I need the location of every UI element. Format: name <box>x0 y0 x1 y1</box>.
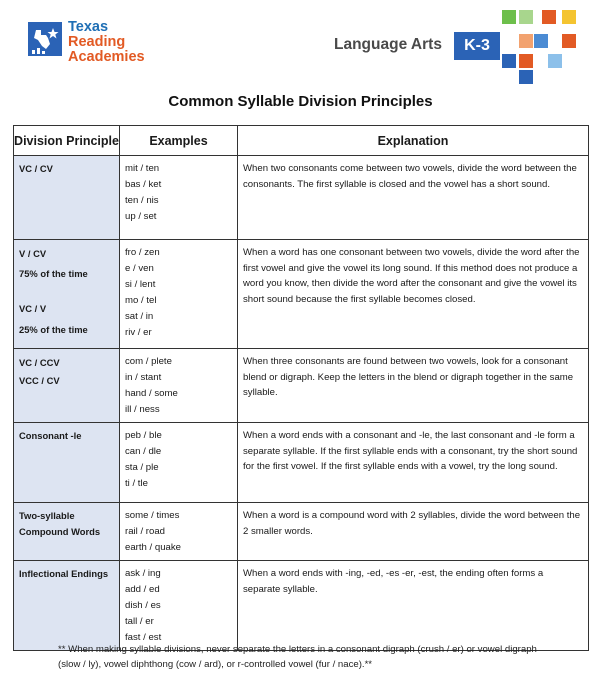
principle-cell <box>14 349 120 423</box>
example-word: sta / ple <box>125 462 159 473</box>
example-word: sat / in <box>125 311 154 322</box>
texas-flag-icon <box>28 22 62 56</box>
table-header-row <box>14 126 589 156</box>
explanation-cell: When a word ends with -ing, -ed, -es -er, -est, the ending often forms a separate syllable. <box>238 561 589 651</box>
decorative-square <box>519 70 533 84</box>
decorative-square <box>542 10 556 24</box>
examples-cell <box>120 240 238 349</box>
decorative-square <box>548 54 562 68</box>
grade-badge: K-3 <box>454 32 500 60</box>
example-word: bas / ket <box>125 179 162 190</box>
explanation-cell: When a word has one consonant between two vowels, divide the word after the first vowel and give the vowel its long sound. If this method does not produce a word you know, then divide the word after the consonant and give the vowel its short sound because the first syllable becomes closed. <box>238 240 589 349</box>
example-word: rail / road <box>125 526 165 537</box>
column-header-explanation: Explanation <box>238 126 589 156</box>
explanation-cell: When a word ends with a consonant and -le, the last consonant and -le form a separate syllable. If the first syllable ends with a consonant, try the short sound for the first vowel. If the first syllable ends with a vowel, try the long sound. <box>238 423 589 503</box>
principle-cell <box>14 240 120 349</box>
principle-label: VCC / CV <box>19 375 60 386</box>
table-row <box>14 349 589 423</box>
column-header-division-principle: Division Principle <box>14 126 120 156</box>
principle-note: 25% of the time <box>19 324 88 335</box>
example-word: mo / tel <box>125 295 157 306</box>
example-word: up / set <box>125 211 157 222</box>
example-word: ten / nis <box>125 195 159 206</box>
example-word: fro / zen <box>125 247 160 258</box>
explanation-cell: When three consonants are found between two vowels, look for a consonant blend or digraph. Keep the letters in the blend or digraph together in the same syllable. <box>238 349 589 423</box>
principle-label: Two-syllable <box>19 510 75 521</box>
decorative-square <box>502 10 516 24</box>
example-word: peb / ble <box>125 430 162 441</box>
decorative-square <box>519 54 533 68</box>
examples-cell <box>120 503 238 561</box>
page-title: Common Syllable Division Principles <box>168 93 433 110</box>
example-word: ask / ing <box>125 568 161 579</box>
examples-cell <box>120 561 238 651</box>
table-row <box>14 503 589 561</box>
example-word: mit / ten <box>125 163 160 174</box>
example-word: fast / est <box>125 632 162 643</box>
example-word: riv / er <box>125 327 152 338</box>
decorative-square <box>519 34 533 48</box>
example-word: si / lent <box>125 279 156 290</box>
footnote: ** When making syllable divisions, never separate the letters in a consonant digraph (crush / er) or vowel digraph (slow / ly), vowel diphthong (cow / ard), or r-controlled vowel (fur / nace).** <box>58 644 537 670</box>
principle-cell <box>14 561 120 651</box>
principle-label: Compound Words <box>19 526 101 537</box>
example-word: hand / some <box>125 388 178 399</box>
table-row <box>14 156 589 240</box>
decorative-square <box>562 10 576 24</box>
principle-note: 75% of the time <box>19 268 88 279</box>
table-row <box>14 423 589 503</box>
principle-label: Inflectional Endings <box>19 568 109 579</box>
example-word: in / stant <box>125 372 162 383</box>
examples-cell <box>120 156 238 240</box>
examples-cell <box>120 423 238 503</box>
principle-label: VC / V <box>19 303 47 314</box>
principle-label: Consonant -le <box>19 430 82 441</box>
decorative-square <box>502 54 516 68</box>
decorative-square <box>519 10 533 24</box>
principle-label: V / CV <box>19 248 47 259</box>
table-row <box>14 240 589 349</box>
principle-spacer <box>19 285 114 299</box>
logo-line-3: Academies <box>68 49 145 65</box>
example-word: add / ed <box>125 584 160 595</box>
page-header <box>0 0 601 90</box>
example-word: tall / er <box>125 616 154 627</box>
logo-line-1: Texas <box>68 19 109 35</box>
syllable-division-table <box>13 125 589 651</box>
table-row <box>14 561 589 651</box>
column-header-examples: Examples <box>120 126 238 156</box>
principle-cell <box>14 503 120 561</box>
logo-line-2: Reading <box>68 34 126 50</box>
example-word: dish / es <box>125 600 161 611</box>
explanation-cell: When a word is a compound word with 2 syllables, divide the word between the 2 smaller words. <box>238 503 589 561</box>
examples-cell <box>120 349 238 423</box>
explanation-cell: When two consonants come between two vowels, divide the word between the consonants. The first syllable is closed and the vowel has a short sound. <box>238 156 589 240</box>
texas-reading-academies-logo <box>28 18 178 68</box>
principle-label: VC / CCV <box>19 357 60 368</box>
subject-label: Language Arts <box>334 36 442 53</box>
example-word: e / ven <box>125 263 154 274</box>
example-word: some / times <box>125 510 180 521</box>
example-word: ill / ness <box>125 404 160 415</box>
principle-cell <box>14 423 120 503</box>
principle-label: VC / CV <box>19 163 53 174</box>
example-word: earth / quake <box>125 542 182 553</box>
decorative-square <box>534 34 548 48</box>
example-word: ti / tle <box>125 478 148 489</box>
example-word: com / plete <box>125 356 172 367</box>
example-word: can / dle <box>125 446 162 457</box>
decorative-square <box>562 34 576 48</box>
principle-cell <box>14 156 120 240</box>
logo-wordmark <box>68 20 145 65</box>
